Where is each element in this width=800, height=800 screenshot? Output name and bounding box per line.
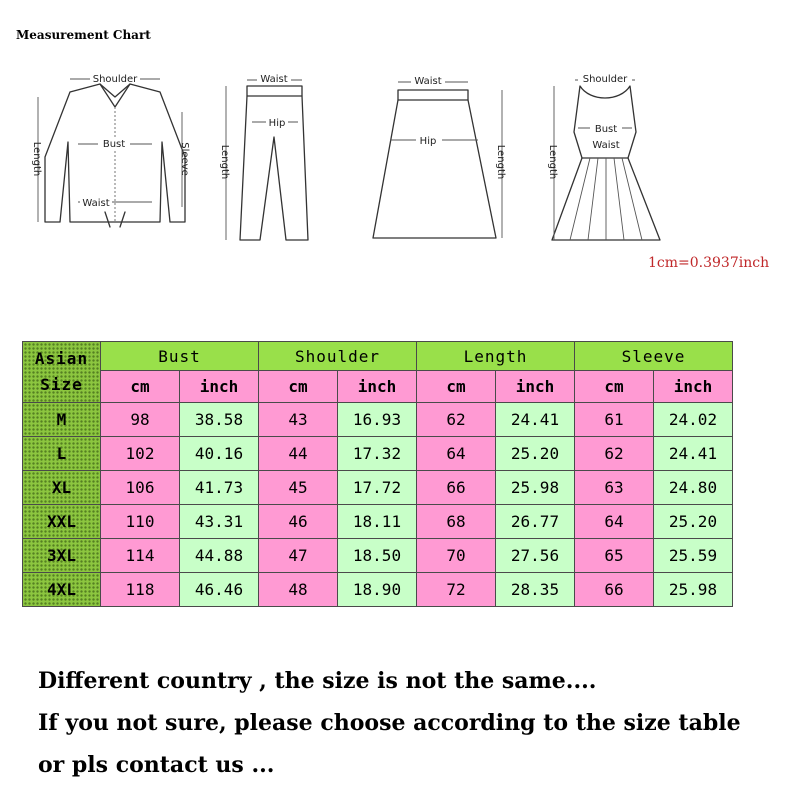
value-cell: 70 — [417, 539, 496, 573]
size-table — [22, 341, 733, 607]
value-cell: 64 — [417, 437, 496, 471]
value-cell: 48 — [259, 573, 338, 607]
value-cell: 18.50 — [338, 539, 417, 573]
size-header — [23, 342, 101, 403]
note-line-2: If you not sure, please choose according to the size table — [38, 710, 741, 736]
value-cell: 44 — [259, 437, 338, 471]
value-cell: 47 — [259, 539, 338, 573]
value-cell: 66 — [417, 471, 496, 505]
size-cell: XXL — [23, 505, 101, 539]
note-line-3: or pls contact us ... — [38, 752, 275, 778]
value-cell: 24.80 — [654, 471, 733, 505]
unit-conversion: 1cm=0.3937inch — [648, 255, 770, 271]
shirt-length-label: Length — [31, 141, 42, 177]
table-row — [23, 403, 733, 437]
table-row — [23, 505, 733, 539]
value-cell: 27.56 — [496, 539, 575, 573]
chart-title: Measurement Chart — [16, 28, 151, 42]
value-cell: 62 — [575, 437, 654, 471]
dress-shoulder-label: Shoulder — [582, 74, 628, 85]
value-cell: 62 — [417, 403, 496, 437]
size-cell: M — [23, 403, 101, 437]
group-header-sleeve: Sleeve — [575, 342, 733, 371]
value-cell: 72 — [417, 573, 496, 607]
size-cell: L — [23, 437, 101, 471]
value-cell: 61 — [575, 403, 654, 437]
value-cell: 68 — [417, 505, 496, 539]
unit-header-inch: inch — [180, 371, 259, 403]
value-cell: 41.73 — [180, 471, 259, 505]
value-cell: 102 — [101, 437, 180, 471]
unit-header-inch: inch — [654, 371, 733, 403]
value-cell: 18.11 — [338, 505, 417, 539]
shirt-diagram — [30, 62, 195, 237]
value-cell: 40.16 — [180, 437, 259, 471]
shirt-sleeve-label: Sleeve — [179, 142, 190, 176]
unit-header-cm: cm — [417, 371, 496, 403]
skirt-length-label: Length — [495, 144, 506, 180]
value-cell: 25.20 — [496, 437, 575, 471]
dress-diagram — [540, 62, 680, 247]
value-cell: 45 — [259, 471, 338, 505]
dress-bust-label: Bust — [594, 124, 618, 135]
group-header-bust: Bust — [101, 342, 259, 371]
skirt-waist-label: Waist — [414, 76, 442, 87]
pants-hip-label: Hip — [268, 118, 286, 129]
value-cell: 26.77 — [496, 505, 575, 539]
table-row — [23, 573, 733, 607]
shirt-waist-label: Waist — [82, 198, 110, 209]
value-cell: 16.93 — [338, 403, 417, 437]
value-cell: 25.20 — [654, 505, 733, 539]
note-line-1: Different country , the size is not the same.... — [38, 668, 597, 694]
value-cell: 98 — [101, 403, 180, 437]
value-cell: 106 — [101, 471, 180, 505]
value-cell: 25.98 — [496, 471, 575, 505]
dress-waist-label: Waist — [592, 140, 620, 151]
value-cell: 43 — [259, 403, 338, 437]
pants-length-label: Length — [219, 144, 230, 180]
value-cell: 24.02 — [654, 403, 733, 437]
unit-header-inch: inch — [496, 371, 575, 403]
value-cell: 46.46 — [180, 573, 259, 607]
value-cell: 17.72 — [338, 471, 417, 505]
value-cell: 43.31 — [180, 505, 259, 539]
pants-waist-label: Waist — [260, 74, 288, 85]
size-header-line1: Asian — [34, 349, 89, 368]
unit-header-cm: cm — [575, 371, 654, 403]
value-cell: 25.98 — [654, 573, 733, 607]
value-cell: 114 — [101, 539, 180, 573]
value-cell: 64 — [575, 505, 654, 539]
value-cell: 65 — [575, 539, 654, 573]
table-row — [23, 471, 733, 505]
table-row — [23, 539, 733, 573]
value-cell: 25.59 — [654, 539, 733, 573]
value-cell: 63 — [575, 471, 654, 505]
unit-header-cm: cm — [101, 371, 180, 403]
value-cell: 17.32 — [338, 437, 417, 471]
value-cell: 66 — [575, 573, 654, 607]
value-cell: 24.41 — [496, 403, 575, 437]
size-cell: 4XL — [23, 573, 101, 607]
size-cell: 3XL — [23, 539, 101, 573]
group-header-length: Length — [417, 342, 575, 371]
value-cell: 28.35 — [496, 573, 575, 607]
value-cell: 110 — [101, 505, 180, 539]
table-row — [23, 437, 733, 471]
pants-diagram — [212, 62, 322, 247]
value-cell: 18.90 — [338, 573, 417, 607]
size-header-line2: Size — [40, 375, 83, 394]
unit-header-inch: inch — [338, 371, 417, 403]
value-cell: 44.88 — [180, 539, 259, 573]
shirt-shoulder-label: Shoulder — [92, 74, 138, 85]
size-cell: XL — [23, 471, 101, 505]
value-cell: 38.58 — [180, 403, 259, 437]
shirt-bust-label: Bust — [102, 139, 126, 150]
value-cell: 24.41 — [654, 437, 733, 471]
unit-header-cm: cm — [259, 371, 338, 403]
skirt-diagram — [368, 62, 518, 247]
value-cell: 118 — [101, 573, 180, 607]
group-header-shoulder: Shoulder — [259, 342, 417, 371]
skirt-hip-label: Hip — [419, 136, 437, 147]
value-cell: 46 — [259, 505, 338, 539]
dress-length-label: Length — [547, 144, 558, 180]
